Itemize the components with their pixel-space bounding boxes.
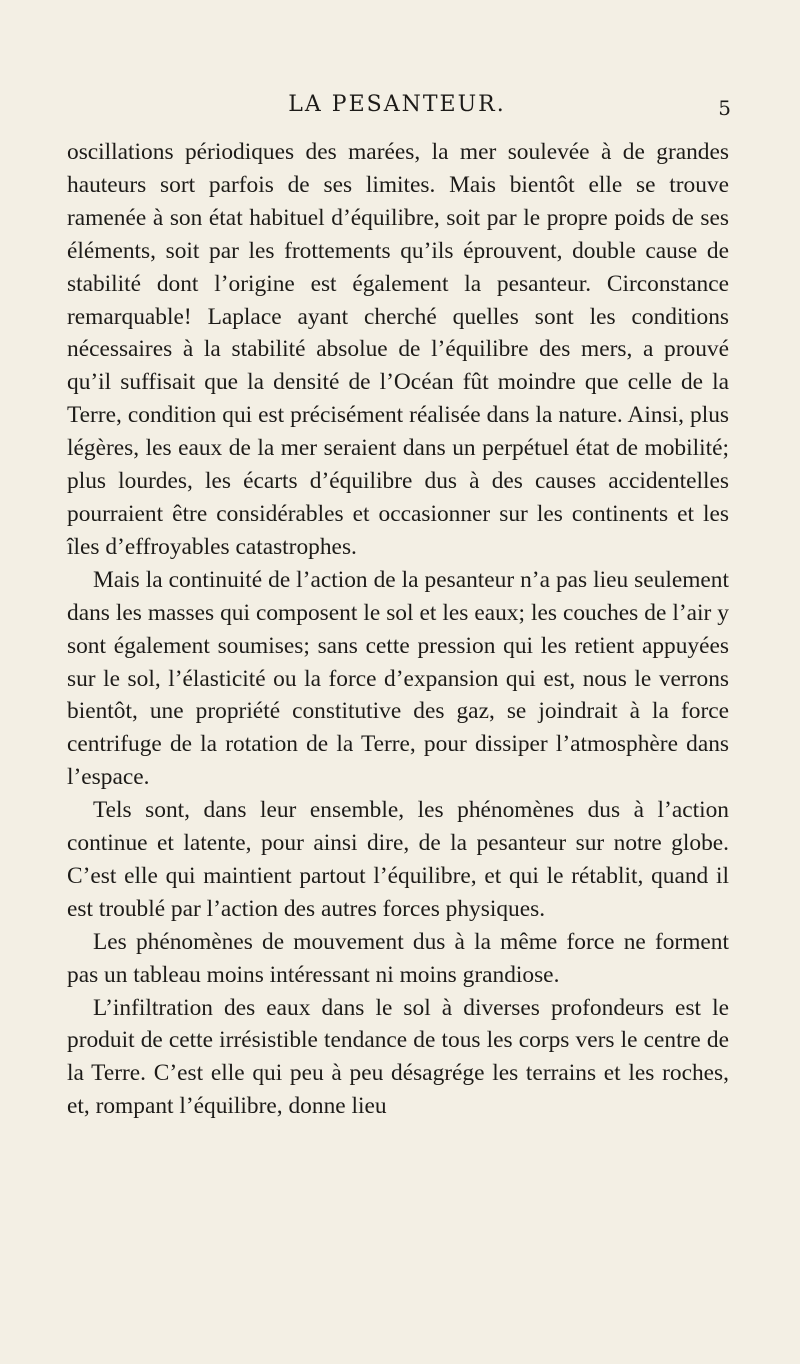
page-number: 5 xyxy=(718,96,731,120)
body-text xyxy=(67,136,729,1123)
running-head xyxy=(67,92,731,126)
paragraph: L’infiltration des eaux dans le sol à diverses profondeurs est le produit de cette irrésistible tendance de tous les corps vers le centre de la Terre. C’est elle qui peu à peu désagrége les terrains et les roches, et, rompant l’équilibre, donne lieu xyxy=(67,994,729,1120)
paragraph: Les phénomènes de mouvement dus à la même force ne forment pas un tableau moins intéressant ni moins grandiose. xyxy=(67,928,729,988)
running-title: LA PESANTEUR. xyxy=(288,92,506,117)
paragraph: Mais la continuité de l’action de la pesanteur n’a pas lieu seulement dans les masses qui composent le sol et les eaux; les couches de l’air y sont également soumises; sans cette pression qui les retient appuyées sur le sol, l’élasticité ou la force d’expansion qui est, nous le verrons bientôt, une propriété constitutive des gaz, se joindrait à la force centrifuge de la rotation de la Terre, pour dissiper l’atmosphère dans l’espace. xyxy=(67,566,729,791)
paragraph: oscillations périodiques des marées, la mer soulevée à de grandes hauteurs sort parfois de ses limites. Mais bientôt elle se trouve ramenée à son état habituel d’équilibre, soit par le propre poids de ses éléments, soit par les frottements qu’ils éprouvent, double cause de stabilité dont l’origine est également la pesanteur. Circonstance remarquable! Laplace ayant cherché quelles sont les conditions nécessaires à la stabilité absolue de l’équilibre des mers, a prouvé qu’il suffisait que la densité de l’Océan fût moindre que celle de la Terre, condition qui est précisément réalisée dans la nature. Ainsi, plus légères, les eaux de la mer seraient dans un perpétuel état de mobilité; plus lourdes, les écarts d’équilibre dus à des causes accidentelles pourraient être considérables et occasionner sur les continents et les îles d’effroyables catastrophes. xyxy=(67,139,729,560)
paragraph: Tels sont, dans leur ensemble, les phénomènes dus à l’action continue et latente, pour ainsi dire, de la pesanteur sur notre globe. C’est elle qui maintient partout l’équilibre, et qui le rétablit, quand il est troublé par l’action des autres forces physiques. xyxy=(67,797,729,922)
